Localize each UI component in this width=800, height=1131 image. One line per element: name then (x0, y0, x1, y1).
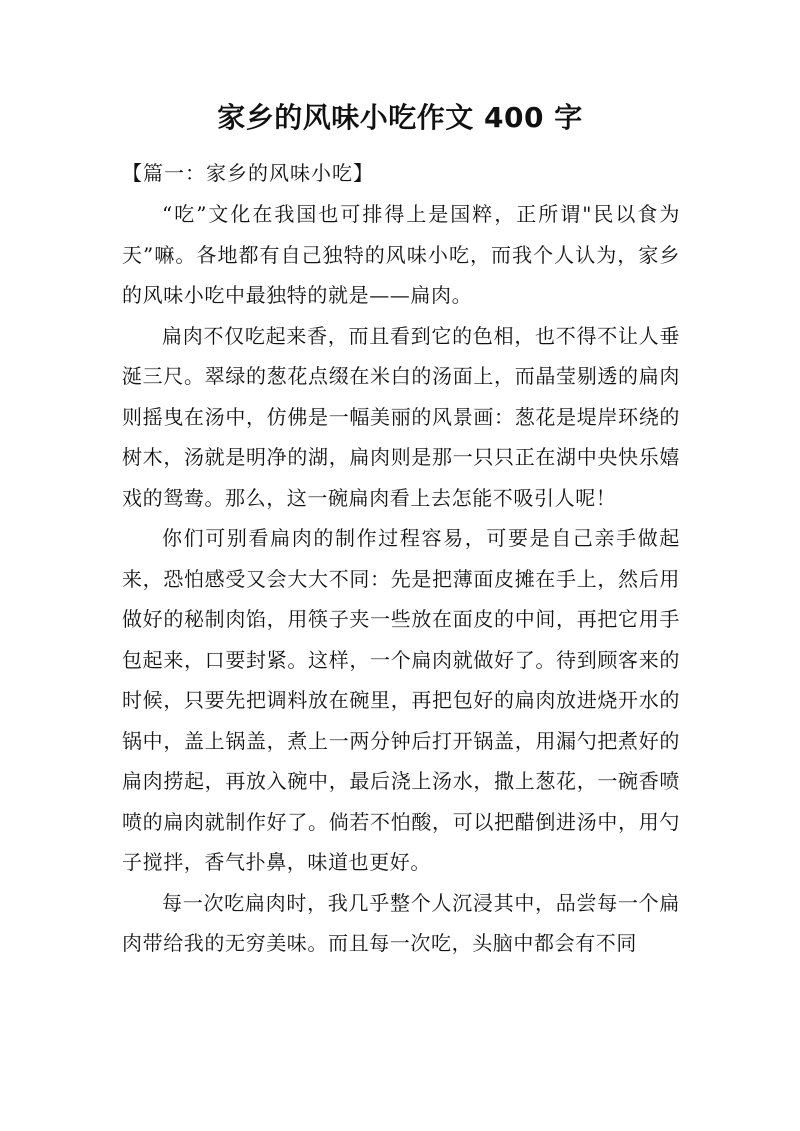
document-body (122, 194, 680, 964)
section-heading: 【篇一：家乡的风味小吃】 (122, 161, 374, 185)
paragraph-4: 每一次吃扁肉时，我几乎整个人沉浸其中，品尝每一个扁肉带给我的无穷美味。而且每一次吃，头脑中都会有不同 (122, 890, 680, 955)
paragraph-3: 你们可别看扁肉的制作过程容易，可要是自己亲手做起来，恐怕感受又会大大不同：先是把薄面皮摊在手上，然后用做好的秘制肉馅，用筷子夹一些放在面皮的中间，再把它用手包起来，口要封紧。这样，一个扁肉就做好了。待到顾客来的时候，只要先把调料放在碗里，再把包好的扁肉放进烧开水的锅中，盖上锅盖，煮上一两分钟后打开锅盖，用漏勺把煮好的扁肉捞起，再放入碗中，最后浇上汤水，撒上葱花，一碗香喷喷的扁肉就制作好了。倘若不怕酸，可以把醋倒进汤中，用勺子搅拌，香气扑鼻，味道也更好。 (122, 526, 680, 874)
paragraph-1: “吃”文化在我国也可排得上是国粹，正所谓"民以食为天”嘛。各地都有自己独特的风味小吃，而我个人认为，家乡的风味小吃中最独特的就是——扁肉。 (122, 202, 680, 307)
document-title: 家乡的风味小吃作文 400 字 (217, 101, 583, 134)
paragraph-2: 扁肉不仅吃起来香，而且看到它的色相，也不得不让人垂涎三尺。翠绿的葱花点缀在米白的汤面上，而晶莹剔透的扁肉则摇曳在汤中，仿佛是一幅美丽的风景画：葱花是堤岸环绕的树木，汤就是明净的湖，扁肉则是那一只只正在湖中央快乐嬉戏的鸳鸯。那么，这一碗扁肉看上去怎能不吸引人呢！ (122, 323, 680, 510)
